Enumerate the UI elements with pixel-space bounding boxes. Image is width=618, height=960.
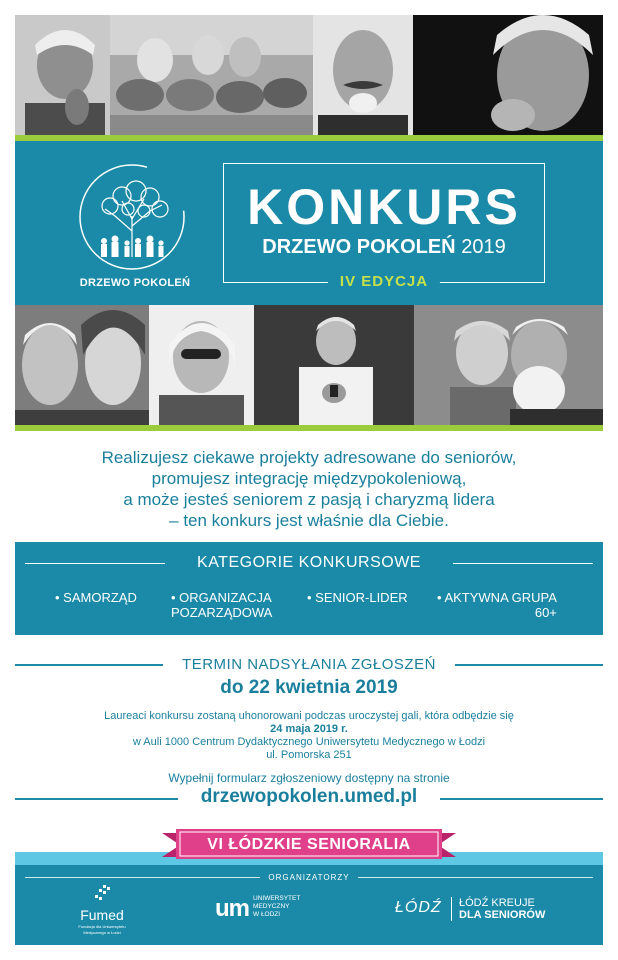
bullet-icon: • (171, 590, 180, 605)
bullet-icon: • (55, 590, 64, 605)
organizers-label: ORGANIZATORZY (268, 873, 350, 882)
top-photo-strip (15, 15, 603, 135)
gala-venue: w Auli 1000 Centrum Dydaktycznego Uniwersytetu Medycznego w Łodzi (132, 736, 486, 748)
lime-stripe-bottom (15, 425, 603, 431)
divider-line (358, 877, 593, 878)
category-senior-lider (307, 590, 408, 605)
lodz-tagline-1: ŁÓDŹ KREUJE (459, 897, 535, 909)
categories-title: KATEGORIE KONKURSOWE (197, 554, 421, 571)
title-banner (15, 141, 603, 305)
lodz-tagline-2: DLA SENIORÓW (459, 909, 546, 921)
category-aktywna-grupa (437, 590, 557, 620)
senioralia-text: VI ŁÓDZKIE SENIORALIA (207, 836, 411, 853)
categories-panel (15, 542, 603, 635)
logo-name: DRZEWO POKOLEŃ (79, 277, 191, 289)
gala-address: ul. Pomorska 251 (266, 749, 352, 761)
intro-line: a może jesteś seniorem z pasją i charyzmą lidera (123, 490, 495, 509)
form-text: Wypełnij formularz zgłoszeniowy dostępny na stronie (168, 771, 450, 785)
category-label-2: POZARZĄDOWA (171, 605, 273, 620)
senioralia-ribbon (162, 829, 456, 861)
deadline-label: TERMIN NADSYŁANIA ZGŁOSZEŃ (182, 656, 436, 673)
fumed-subtitle: Fundacja dla Uniwersytetu Medycznego w Łodzi (78, 924, 126, 935)
photo-grandmother-granddaughter (15, 305, 149, 425)
category-label: AKTYWNA GRUPA (444, 590, 557, 605)
organizers-footer (15, 865, 603, 945)
umed-logo (215, 895, 335, 935)
title-box (223, 163, 545, 290)
intro-text (20, 447, 598, 531)
category-samorzad (55, 590, 137, 605)
category-label-2: 60+ (534, 605, 557, 620)
category-organizacja (171, 590, 272, 620)
fumed-dots-icon (91, 885, 113, 903)
umed-text-line: W ŁODZI (253, 911, 281, 918)
edition-label: IV EDYCJA (328, 273, 440, 290)
lodz-tagline (459, 897, 545, 921)
drzewo-pokolen-logo (70, 161, 200, 289)
photo-seniors-hands (110, 15, 313, 135)
gala-line: Laureaci konkursu zostaną uhonorowani podczas uroczystej gali, która odbędzie się (104, 710, 514, 722)
photo-grandfather-grandson (414, 305, 603, 425)
lodz-mark: ŁÓDŹ (395, 899, 442, 916)
website-link[interactable]: drzewopokolen.umed.pl (200, 786, 418, 807)
title-drzewo-pokolen: DRZEWO POKOLEŃ (262, 236, 456, 258)
intro-line: promujesz integrację międzypokoleniową, (151, 469, 467, 488)
title-konkurs: KONKURS (247, 179, 521, 235)
gala-date: 24 maja 2019 r. (270, 723, 348, 735)
divider-line (455, 664, 603, 666)
bullet-icon: • (437, 590, 445, 605)
umed-text-line: UNIWERSYTET (253, 895, 301, 902)
umed-text (253, 895, 300, 919)
category-label: ORGANIZACJA (179, 590, 272, 605)
photo-elderly-woman-smiling (413, 15, 603, 135)
lodz-logo (395, 895, 575, 935)
fumed-name: Fumed (80, 907, 124, 923)
title-year: 2019 (461, 236, 506, 258)
fumed-logo (67, 885, 137, 941)
photo-bald-man-mustache (313, 15, 413, 135)
title-subtitle (224, 236, 544, 259)
category-label: SAMORZĄD (63, 590, 137, 605)
divider-line (451, 897, 452, 921)
photo-man-with-phone (254, 305, 414, 425)
tree-icon (70, 161, 200, 273)
intro-line: Realizujesz ciekawe projekty adresowane do seniorów, (101, 448, 517, 467)
photo-woman-sunglasses (149, 305, 254, 425)
intro-line: – ten konkurs jest właśnie dla Ciebie. (169, 511, 449, 530)
bullet-icon: • (307, 590, 316, 605)
deadline-date: do 22 kwietnia 2019 (220, 677, 398, 698)
divider-line (453, 563, 593, 564)
umed-text-line: MEDYCZNY (253, 903, 290, 910)
category-label: SENIOR-LIDER (315, 590, 408, 605)
bottom-photo-strip (15, 305, 603, 425)
umed-mark: um (215, 895, 249, 922)
photo-elderly-man-thinking (15, 15, 110, 135)
divider-line (440, 798, 603, 800)
